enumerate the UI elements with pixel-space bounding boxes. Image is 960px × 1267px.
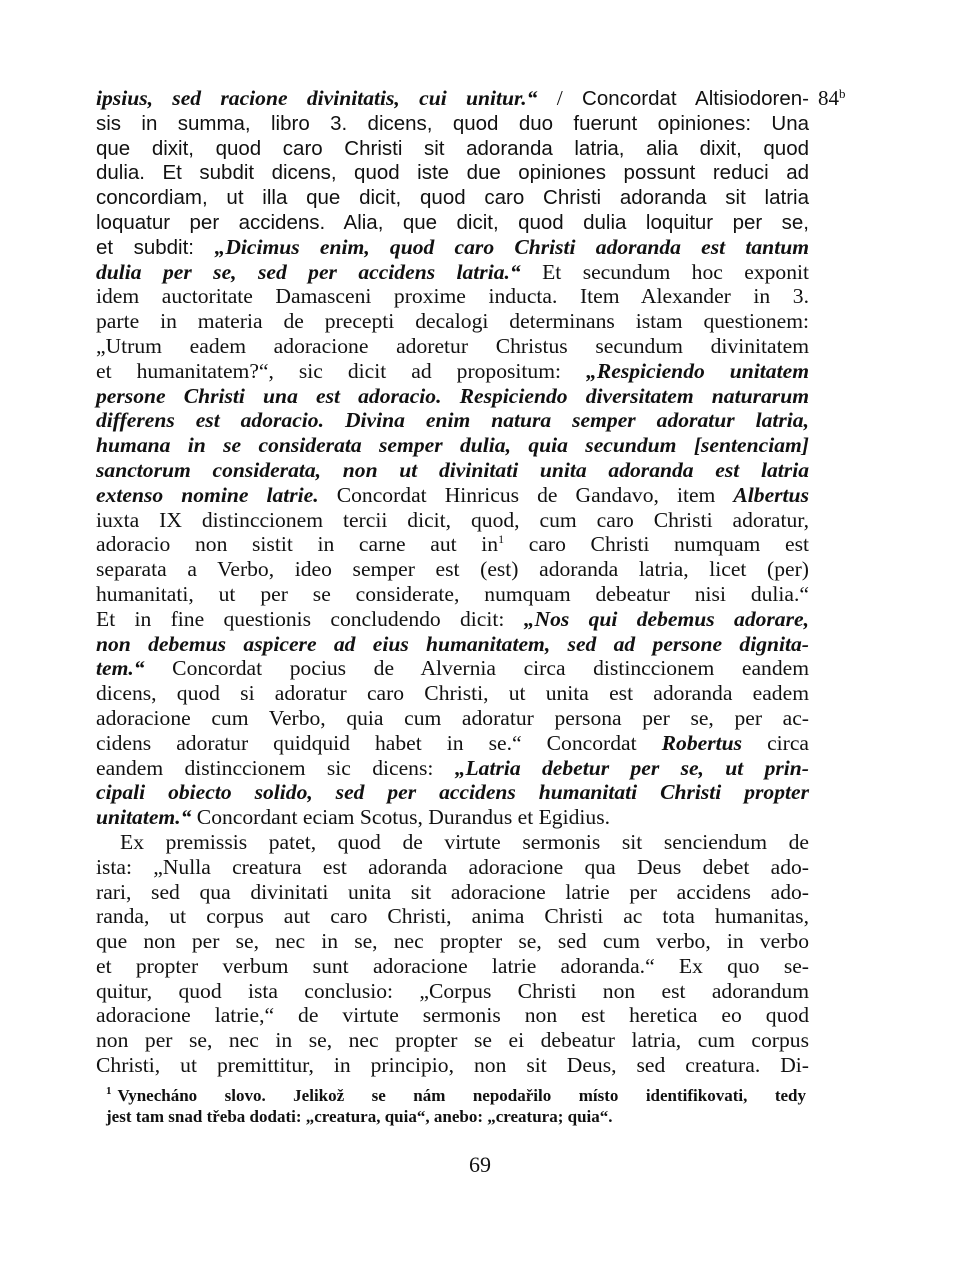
text-line bbox=[96, 880, 809, 905]
text-segment: eandem distinccionem sic dicens: bbox=[96, 755, 455, 780]
text-line bbox=[96, 929, 809, 954]
text-line bbox=[96, 632, 809, 657]
text-segment: quitur, quod ista conclusio: „Corpus Christi non est adorandum bbox=[96, 978, 809, 1003]
italic-quotation: cipali obiecto solido, sed per accidens humanitati Christi propter bbox=[96, 780, 809, 805]
text-line bbox=[96, 483, 809, 508]
text-segment: Concordat Altisiodoren- bbox=[582, 87, 809, 110]
text-line bbox=[96, 855, 809, 880]
text-segment: Concordant eciam Scotus, Durandus et Egidius. bbox=[191, 805, 610, 830]
text-line bbox=[96, 557, 809, 582]
italic-quotation: ipsius, sed racione divinitatis, cui unitur.“ bbox=[96, 86, 538, 110]
footnote bbox=[106, 1085, 806, 1127]
text-line bbox=[96, 532, 809, 557]
text-line bbox=[96, 1053, 809, 1078]
text-segment: caro Christi numquam est bbox=[504, 532, 809, 557]
text-segment: que non per se, nec in se, nec propter se, sed cum verbo, in verbo bbox=[96, 929, 809, 954]
text-segment: cidens adoratur quidquid habet in se.“ Concordat bbox=[96, 730, 662, 755]
text-line bbox=[96, 334, 809, 359]
text-segment: Et secundum hoc exponit bbox=[520, 259, 809, 284]
text-line bbox=[96, 260, 809, 285]
text-segment: dicens, quod si adoratur caro Christi, ut unita est adoranda eadem bbox=[96, 681, 809, 706]
italic-quotation: extenso nomine latrie. bbox=[96, 482, 319, 507]
text-line bbox=[96, 731, 809, 756]
footnote-text-2: jest tam snad třeba dodati: „creatura, quia“, anebo: „creatura; quia“. bbox=[106, 1107, 613, 1126]
text-segment: et humanitatem?“, sic dicit ad propositum: bbox=[96, 358, 587, 383]
text-line bbox=[96, 805, 809, 830]
folio-side: b bbox=[839, 86, 846, 101]
text-line bbox=[96, 359, 809, 384]
text-segment: Et in fine questionis concludendo dicit: bbox=[96, 606, 524, 631]
text-segment: sis in summa, libro 3. dicens, quod duo fuerunt opiniones: Una bbox=[96, 111, 809, 135]
text-segment: adoracio non sistit in carne aut in bbox=[96, 532, 499, 557]
text-segment: circa bbox=[742, 730, 810, 755]
text-line bbox=[96, 756, 809, 781]
text-segment: separata a Verbo, ideo semper est (est) adoranda latria, licet (per) bbox=[96, 557, 809, 582]
text-line bbox=[96, 111, 809, 136]
italic-quotation: „Respiciendo unitatem bbox=[586, 358, 809, 383]
text-line bbox=[96, 235, 809, 260]
footnote-line-2 bbox=[106, 1106, 806, 1127]
text-line bbox=[96, 780, 809, 805]
text-line bbox=[96, 508, 809, 533]
text-line bbox=[96, 681, 809, 706]
footnote-marker: 1 bbox=[106, 1085, 112, 1097]
body-text bbox=[96, 86, 809, 1078]
text-segment: humanitati, ut per se considerate, numquam debeatur nisi dulia.“ bbox=[96, 581, 809, 606]
text-line bbox=[96, 284, 809, 309]
text-segment: idem auctoritate Damasceni proxime inducta. Item Alexander in 3. bbox=[96, 284, 809, 309]
text-line bbox=[96, 309, 809, 334]
text-line bbox=[96, 408, 809, 433]
text-segment: et propter verbum sunt adoracione latrie adoranda.“ Ex quo se- bbox=[96, 953, 809, 978]
text-segment: „Utrum eadem adoracione adoretur Christus secundum divinitatem bbox=[96, 333, 809, 358]
italic-quotation: „Nos qui debemus adorare, bbox=[523, 606, 809, 631]
text-segment: que dixit, quod caro Christi sit adoranda latria, alia dixit, quod bbox=[96, 136, 809, 160]
text-line bbox=[96, 830, 809, 855]
text-line bbox=[96, 656, 809, 681]
footnote-text-1: Vynecháno slovo. Jelikož se nám nepodařilo místo identifikovati, tedy bbox=[117, 1086, 806, 1105]
text-segment: dulia. Et subdit dicens, quod iste due opiniones possunt reduci ad bbox=[96, 161, 809, 185]
text-segment: rari, sed qua divinitati unita sit adoracione latrie per accidens ado- bbox=[96, 879, 809, 904]
text-line bbox=[96, 136, 809, 161]
italic-quotation: non debemus aspicere ad eius humanitatem, sed ad persone dignita- bbox=[96, 631, 809, 656]
footnote-line-1 bbox=[106, 1085, 806, 1106]
text-line bbox=[96, 185, 809, 210]
text-segment: Concordat Hinricus de Gandavo, item bbox=[318, 482, 734, 507]
italic-quotation: humana in se considerata semper dulia, quia secundum [sentenciam] bbox=[96, 433, 809, 458]
text-segment: parte in materia de precepti decalogi determinans istam questionem: bbox=[96, 309, 809, 334]
text-segment: non per se, nec in se, nec propter se ei debeatur latria, cum corpus bbox=[96, 1028, 809, 1053]
italic-quotation: unitatem.“ bbox=[96, 805, 192, 830]
text-line bbox=[96, 904, 809, 929]
text-segment: ista: „Nulla creatura est adoranda adoracione qua Deus debet ado- bbox=[96, 854, 809, 879]
text-line bbox=[96, 607, 809, 632]
text-line bbox=[96, 458, 809, 483]
text-line bbox=[96, 582, 809, 607]
italic-quotation: „Latria debetur per se, ut prin- bbox=[454, 755, 809, 780]
text-segment: iuxta IX distinccionem tercii dicit, quod, cum caro Christi adoratur, bbox=[96, 507, 809, 532]
text-segment: concordiam, ut illa que dicit, quod caro Christi adoranda sit latria bbox=[96, 186, 809, 210]
folio-number: 84 bbox=[818, 86, 839, 110]
text-line bbox=[96, 384, 809, 409]
text-segment: et subdit: bbox=[96, 235, 215, 259]
text-segment: / bbox=[537, 86, 583, 110]
text-line bbox=[96, 706, 809, 731]
text-segment: adoracione cum Verbo, quia cum adoratur persona per se, per ac- bbox=[96, 705, 809, 730]
italic-quotation: dulia per se, sed per accidens latria.“ bbox=[96, 259, 521, 284]
text-segment: Christi, ut premittitur, in principio, non sit Deus, sed creatura. Di- bbox=[96, 1053, 809, 1078]
text-segment: adoracione latrie,“ de virtute sermonis non est heretica eo quod bbox=[96, 1003, 809, 1028]
text-segment: Ex premissis patet, quod de virtute sermonis sit senciendum de bbox=[120, 829, 809, 854]
footnote-reference: 1 bbox=[498, 532, 505, 547]
text-line bbox=[96, 433, 809, 458]
page-number: 69 bbox=[469, 1152, 491, 1177]
italic-quotation: Robertus bbox=[661, 730, 743, 755]
italic-quotation: persone Christi una est adoracio. Respiciendo diversitatem naturarum bbox=[96, 383, 809, 408]
text-line bbox=[96, 160, 809, 185]
folio-marginal-note bbox=[818, 86, 846, 111]
text-segment: Concordat pocius de Alvernia circa distinccionem eandem bbox=[144, 656, 809, 681]
italic-quotation: „Dicimus enim, quod caro Christi adoranda est tantum bbox=[214, 234, 809, 259]
text-line bbox=[96, 979, 809, 1004]
text-line bbox=[96, 1003, 809, 1028]
italic-quotation: sanctorum considerata, non ut divinitati unita adoranda est latria bbox=[96, 457, 809, 482]
text-line bbox=[96, 954, 809, 979]
text-line bbox=[96, 86, 809, 111]
text-segment: loquatur per accidens. Alia, que dicit, quod dulia loquitur per se, bbox=[96, 210, 809, 234]
text-line bbox=[96, 1028, 809, 1053]
italic-quotation: tem.“ bbox=[96, 656, 145, 681]
text-segment: randa, ut corpus aut caro Christi, anima Christi ac tota humanitas, bbox=[96, 904, 809, 929]
italic-quotation: Albertus bbox=[733, 482, 809, 507]
text-line bbox=[96, 210, 809, 235]
italic-quotation: differens est adoracio. Divina enim natura semper adoratur latria, bbox=[96, 408, 809, 433]
